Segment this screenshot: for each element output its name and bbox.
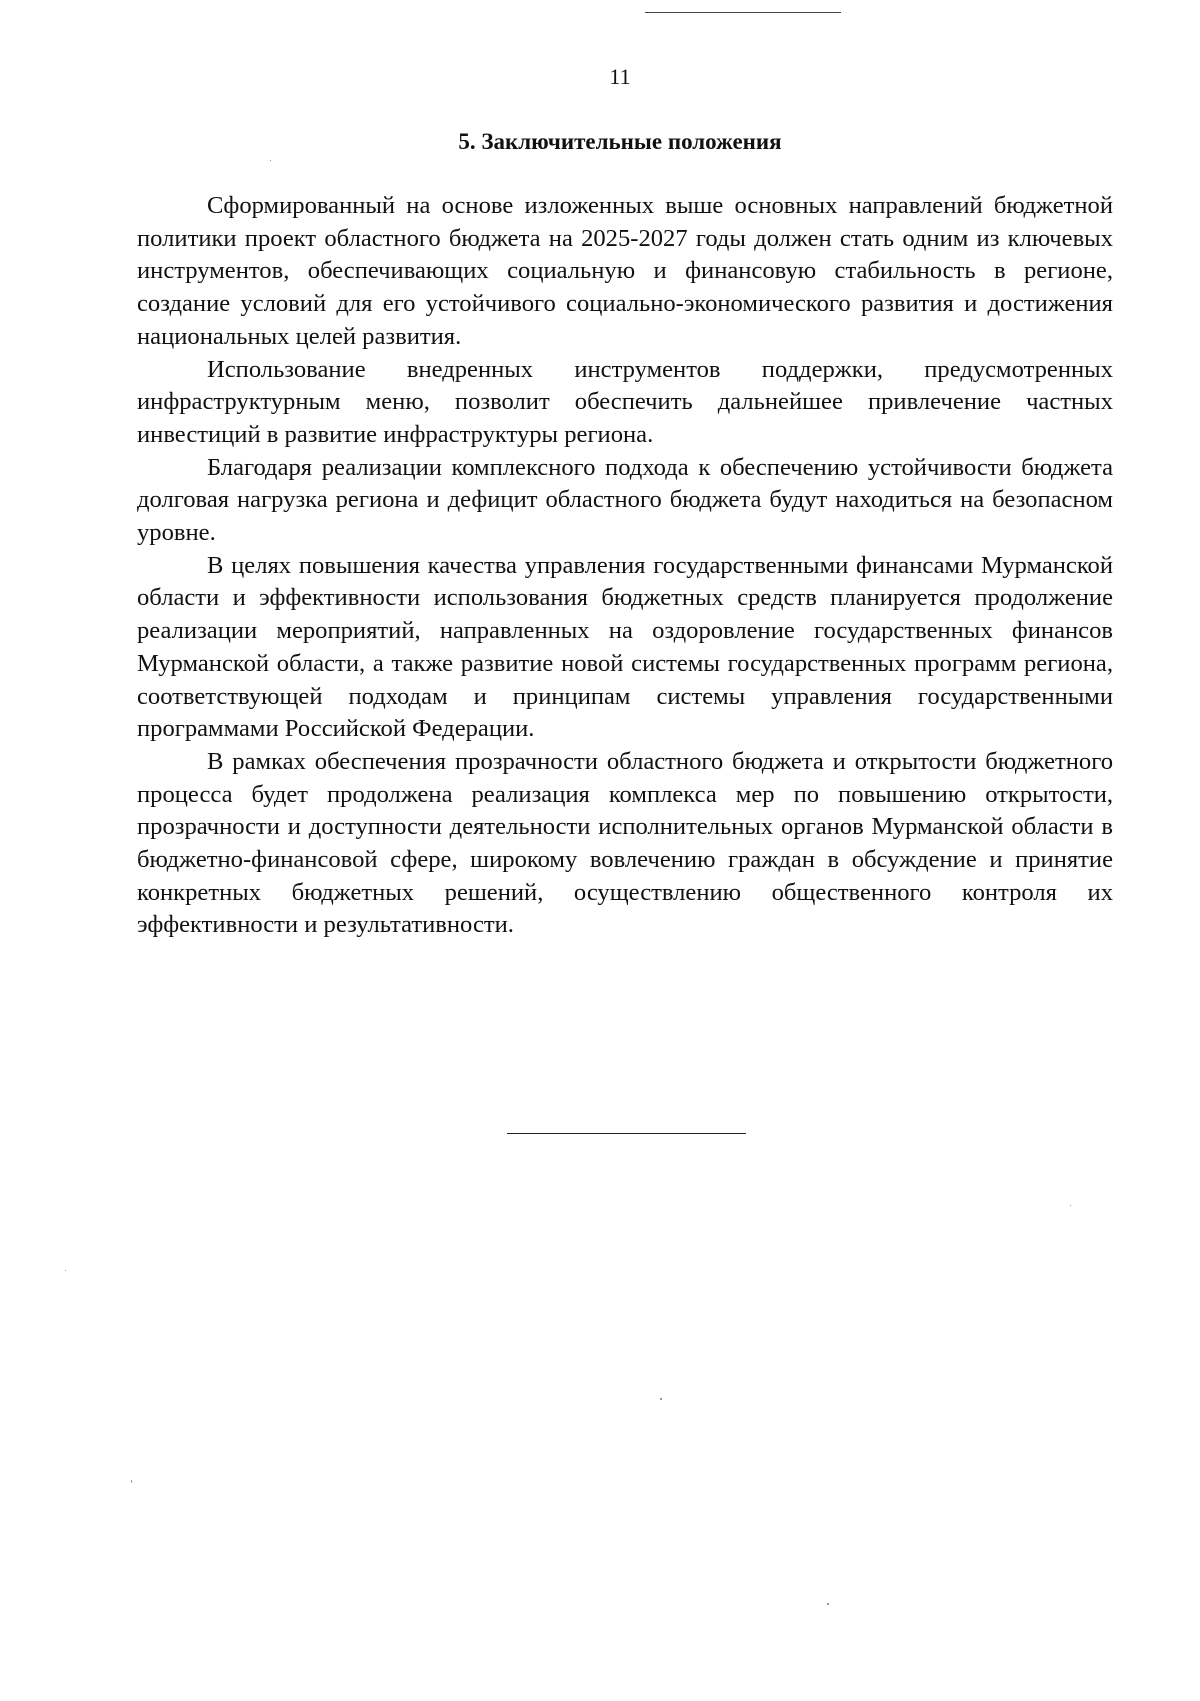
paragraph-conclusion-budget: Сформированный на основе изложенных выше основных направлений бюджетной политики проект областного бюджета на 2025-2027 годы должен стать одним из ключевых инструментов, обеспечивающих социальную и финансовую стабильность в регионе, создание условий для его устойчивого социально-экономического развития и достижения национальных целей развития. bbox=[137, 192, 1113, 350]
paragraph-budget-stability: Благодаря реализации комплексного подхода к обеспечению устойчивости бюджета долговая нагрузка региона и дефицит областного бюджета будут находиться на безопасном уровне. bbox=[137, 453, 1113, 547]
scan-speck bbox=[827, 1603, 829, 1605]
scan-speck bbox=[65, 1270, 66, 1271]
top-rule bbox=[645, 12, 841, 13]
end-rule bbox=[507, 1133, 746, 1134]
scan-speck bbox=[270, 160, 271, 161]
body-text bbox=[137, 190, 1113, 942]
paragraph-budget-transparency: В рамках обеспечения прозрачности областного бюджета и открытости бюджетного процесса будет продолжена реализация комплекса мер по повышению открытости, прозрачности и доступности деятельности исполнительных органов Мурманской области в бюджетно-финансовой сфере, широкому вовлечению граждан в обсуждение и принятие конкретных бюджетных решений, осуществлению общественного контроля их эффективности и результативности. bbox=[137, 747, 1113, 939]
paragraph-infrastructure-menu: Использование внедренных инструментов поддержки, предусмотренных инфраструктурным меню, позволит обеспечить дальнейшее привлечение частных инвестиций в развитие инфраструктуры региона. bbox=[137, 355, 1113, 448]
scan-speck bbox=[660, 1398, 662, 1400]
paragraph-finance-management: В целях повышения качества управления государственными финансами Мурманской области и эффективности использования бюджетных средств планируется продолжение реализации мероприятий, направленных на оздоровление государственных финансов Мурманской области, а также развитие новой системы государственных программ региона, соответствующей подходам и принципам системы управления государственными программами Российской Федерации. bbox=[137, 551, 1113, 743]
scan-speck bbox=[131, 1480, 132, 1483]
page-number: 11 bbox=[609, 64, 631, 89]
section-title: 5. Заключительные положения bbox=[458, 129, 782, 154]
scan-speck bbox=[1070, 1205, 1071, 1206]
